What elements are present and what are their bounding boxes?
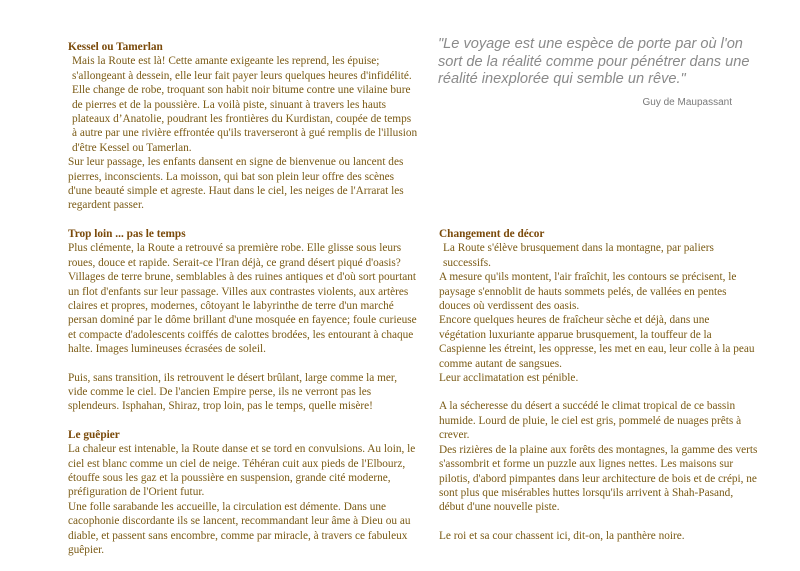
section-title-kessel: Kessel ou Tamerlan <box>68 41 163 53</box>
section-title-trop-loin: Trop loin ... pas le temps <box>68 227 186 240</box>
paragraph: La chaleur est intenable, la Route danse et se tord en convulsions. Au loin, le ciel est blanc comme un ciel de neige. Téhéran cuit aux pieds de l'Elbourz, étouffe sous les gaz et la poussière en suspension, grande cité moderne, préfiguration de l'Orient futur. <box>68 443 416 499</box>
left-column <box>68 40 418 571</box>
epigraph-author: Guy de Maupassant <box>642 97 732 108</box>
section-trop-loin <box>68 227 418 414</box>
paragraph: Sur leur passage, les enfants dansent en signe de bienvenue ou lancent des pierres, inconscients. La moisson, qui bat son plein leur offre des scènes d'une beauté simple et agreste. Haut dans le ciel, les neiges de l'Arrarat les regardent passer. <box>68 156 404 212</box>
section-title-guepier: Le guêpier <box>68 428 120 441</box>
section-title-changement: Changement de décor <box>439 228 545 240</box>
paragraph: Leur acclimatation est pénible. <box>439 372 579 385</box>
paragraph: Puis, sans transition, ils retrouvent le désert brûlant, large comme la mer, vide comme le ciel. De l'ancien Empire perse, ils ne verront pas les splendeurs. Isphahan, Shiraz, trop loin, pas le temps, quelle misère! <box>68 371 398 413</box>
section-kessel <box>68 40 418 213</box>
paragraph: Des rizières de la plaine aux forêts des montagnes, la gamme des verts s'assombrit et forme un puzzle aux lignes nettes. Les maisons sur pilotis, d'abord pimpantes dans leur architecture de bois et de crépi, ne sont plus que misérables huttes lorsqu'ils arrivent à Shah-Pasand, début d'une nouvelle piste. <box>439 443 758 514</box>
section-guepier <box>68 428 418 558</box>
paragraph: Mais la Route est là! Cette amante exigeante les reprend, les épuise; s'allongeant à dessein, elle leur fait payer leurs quelques heures d'infidélité. Elle change de robe, troquant son habit noir bitume contre une vilaine bure de pierres et de la poussière. La voilà piste, sinuant à travers les hauts plateaux d’Anatolie, poudrant les frontières du Kurdistan, coupée de temps à autre par une rivière effrontée qu'ils traverseront à gué remplis de l'illusion d'être Kessel ou Tamerlan. <box>72 55 418 154</box>
paragraph: Une folle sarabande les accueille, la circulation est démente. Dans une cacophonie discordante ils se lancent, recommandant leur âme à Dieu ou au diable, et passent sans encombre, comme par miracle, à travers ce fabuleux guêpier. <box>68 500 411 556</box>
right-column <box>439 227 759 543</box>
paragraph: A la sécheresse du désert a succédé le climat tropical de ce bassin humide. Lourd de pluie, le ciel est gris, pommelé de nuages prêts à crever. <box>439 400 742 442</box>
paragraph: A mesure qu'ils montent, l'air fraîchit, les contours se précisent, le paysage s'ennoblit de hauts sommets pelés, de vallées en pentes douces où verdissent des oasis. <box>439 271 737 313</box>
paragraph: Plus clémente, la Route a retrouvé sa première robe. Elle glisse sous leurs roues, douce et rapide. Serait-ce l'Iran déjà, ce grand désert piqué d'oasis? Villages de terre brune, semblables à des ruines antiques et d'où sort pourtant un flot d'enfants sur leur passage. Villes aux contrastes violents, aux artères claires et propres, modernes, côtoyant le labyrinthe de terre d'un marché persan dominé par le dôme brillant d'une mosquée en fayence; foule curieuse et compacte d'adolescents coiffés de calottes brodées, les entourant à chaque halte. Images lumineuses écrasées de soleil. <box>68 242 417 356</box>
paragraph: Le roi et sa cour chassent ici, dit-on, la panthère noire. <box>439 529 685 542</box>
paragraph: La Route s'élève brusquement dans la montagne, par paliers successifs. <box>443 242 714 269</box>
paragraph: Encore quelques heures de fraîcheur sèche et déjà, dans une végétation luxuriante apparue brusquement, la touffeur de la Caspienne les étreint, les oppresse, les met en eau, leur colle à la peau comme autant de sangsues. <box>439 314 755 370</box>
epigraph-quote: "Le voyage est une espèce de porte par où l'on sort de la réalité comme pour pénétrer dans une réalité inexplorée qui semble un rêve." <box>438 36 750 87</box>
